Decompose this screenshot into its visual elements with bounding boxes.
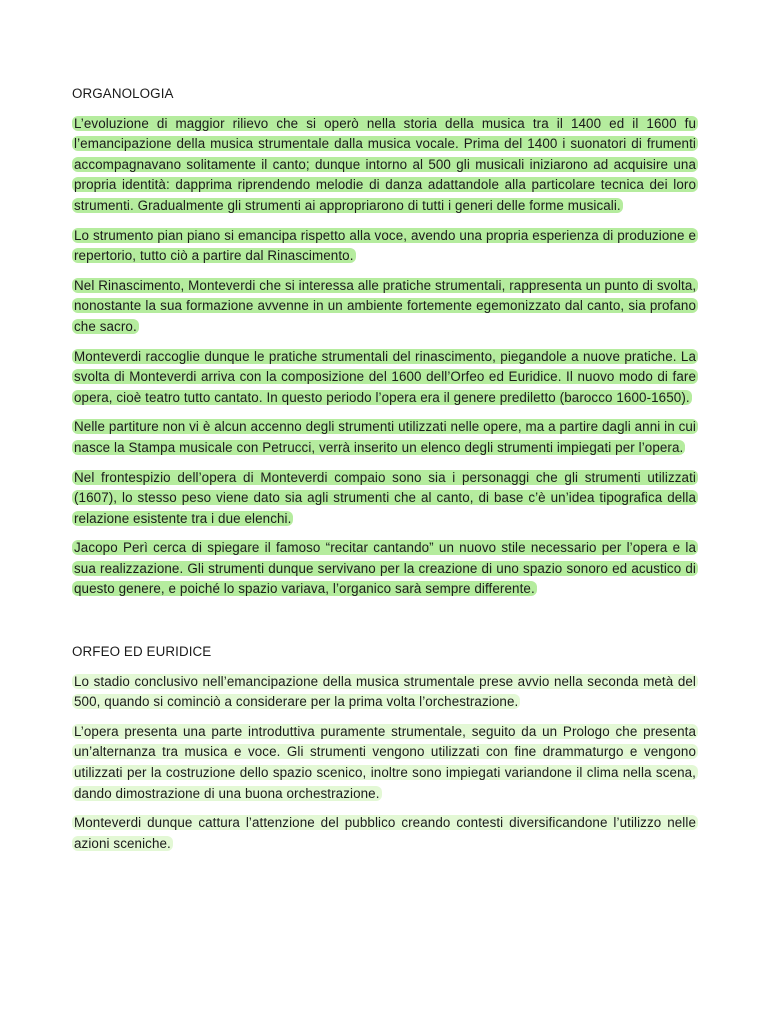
highlighted-text: L’evoluzione di maggior rilievo che si operò nella storia della musica tra il 1400 ed il 1600 fu l’emancipazione della musica strumentale dalla musica vocale. Prima del 1400 i suonatori di frumenti accompagnavano solitamente il canto; dunque intorno al 500 gli musicali iniziarono ad acquisire una propria identità: dapprima riprendendo melodie di danza adattandole alla particolare tecnica dei loro strumenti. Gradualmente gli strumenti ai appropriarono di tutti i generi delle forme musicali.	[74, 115, 696, 213]
highlighted-text: Monteverdi dunque cattura l’attenzione del pubblico creando contesti diversificandone l’utilizzo nelle azioni sceniche.	[74, 815, 696, 851]
paragraph-frontespizio	[72, 468, 698, 530]
paragraph-partiture	[72, 417, 698, 458]
highlighted-text: Nel frontespizio dell’opera di Monteverdi compaio sono sia i personaggi che gli strumenti utilizzati (1607), lo stesso peso viene dato sia agli strumenti che al canto, di base c’è un’idea tipografica della relazione esistente tra i due elenchi.	[74, 469, 696, 526]
highlighted-text: Jacopo Perì cerca di spiegare il famoso “recitar cantando” un nuovo stile necessario per l’opera e la sua realizzazione. Gli strumenti dunque servivano per la creazione di uno spazio sonoro ed acustico di questo genere, e poiché lo spazio variava, l’organico sarà sempre differente.	[74, 540, 696, 597]
paragraph-opera-presenta	[72, 722, 698, 804]
paragraph-stadio-conclusivo	[72, 672, 698, 713]
paragraph-monteverdi-raccoglie	[72, 347, 698, 409]
paragraph-jacopo-peri	[72, 538, 698, 600]
section-heading-orfeo-ed-euridice: ORFEO ED EURIDICE	[72, 644, 212, 660]
paragraph-strumento-emancipa	[72, 226, 698, 267]
highlighted-text: L’opera presenta una parte introduttiva puramente strumentale, seguito da un Prologo che presenta un’alternanza tra musica e voce. Gli strumenti vengono utilizzati con fine drammaturgo e vengono utilizzati per la costruzione dello spazio scenico, inoltre sono impiegati variandone il clima nella scena, dando dimostrazione di una buona orchestrazione.	[74, 723, 696, 801]
highlighted-text: Nelle partiture non vi è alcun accenno degli strumenti utilizzati nelle opere, ma a partire dagli anni in cui nasce la Stampa musicale con Petrucci, verrà inserito un elenco degli strumenti impiegati per l’opera.	[74, 419, 696, 455]
section-heading-organologia: ORGANOLOGIA	[72, 86, 174, 101]
highlighted-text: Lo strumento pian piano si emancipa rispetto alla voce, avendo una propria esperienza di produzione e repertorio, tutto ciò a partire dal Rinascimento.	[74, 227, 696, 264]
document-body	[72, 84, 698, 863]
paragraph-monteverdi-cattura	[72, 813, 698, 854]
paragraph-evoluzione	[72, 114, 698, 217]
paragraph-rinascimento	[72, 276, 698, 338]
highlighted-text: Lo stadio conclusivo nell’emancipazione della musica strumentale prese avvio nella seconda metà del 500, quando si cominciò a considerare per la prima volta l’orchestrazione.	[74, 673, 696, 710]
highlighted-text: Monteverdi raccoglie dunque le pratiche strumentali del rinascimento, piegandole a nuove pratiche. La svolta di Monteverdi arriva con la composizione del 1600 dell’Orfeo ed Euridice. Il nuovo modo di fare opera, cioè teatro tutto cantato. In questo periodo l’opera era il genere prediletto (barocco 1600-1650).	[74, 348, 696, 405]
highlighted-text: Nel Rinascimento, Monteverdi che si interessa alle pratiche strumentali, rappresenta un punto di svolta, nonostante la sua formazione avvenne in un ambiente fortemente egemonizzato dal canto, sia profano che sacro.	[74, 277, 697, 334]
